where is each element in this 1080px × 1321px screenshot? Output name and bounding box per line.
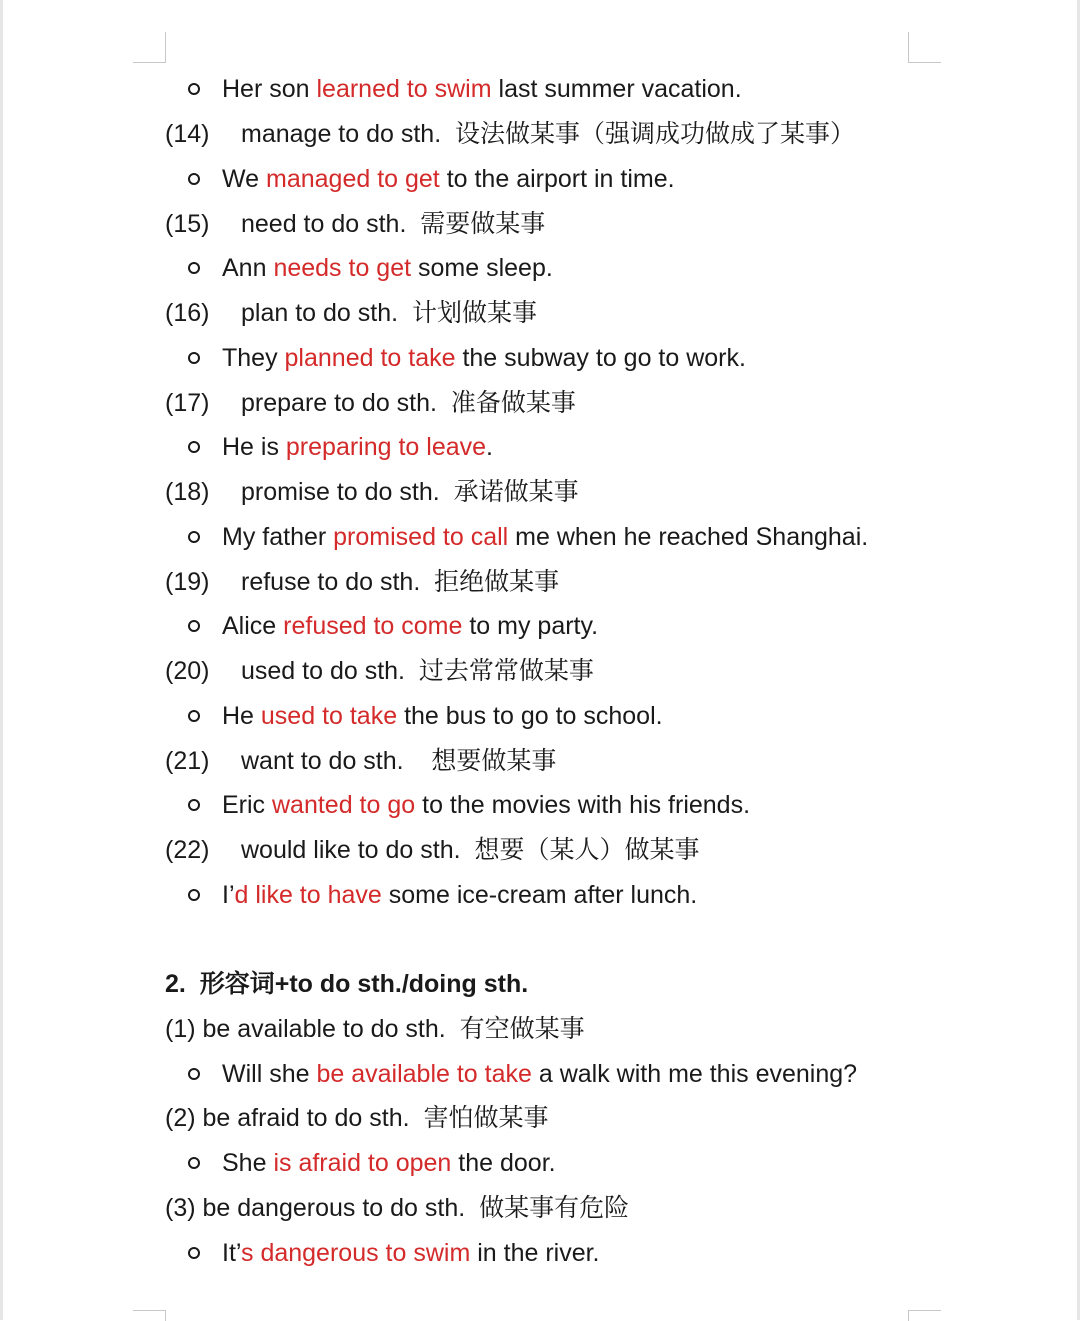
example-text [222,340,746,376]
definition-line [0,832,1080,868]
example-before: Alice [222,612,284,640]
example-text [222,161,675,197]
definition-text: manage to do sth. 设法做某事（强调成功做成了某事） [241,120,856,148]
example-highlight: promised to call [333,523,509,551]
margin-corner-top-right [908,32,941,63]
example-before: It’ [222,1239,241,1267]
example-before: He is [222,433,286,461]
example-sentence [0,429,1080,465]
example-sentence [0,787,1080,823]
example-text [222,877,697,913]
item-number: (16) [165,299,210,327]
example-text [222,71,742,107]
definition-text: (2) be afraid to do sth. 害怕做某事 [165,1104,549,1132]
example-before: I’ [222,881,235,909]
item-number: (15) [165,210,210,238]
example-text [222,1145,556,1181]
example-after: the bus to go to school. [397,702,663,730]
example-sentence [0,698,1080,734]
section-heading [0,966,1080,1002]
example-text [222,1056,857,1092]
example-before: Her son [222,75,317,103]
definition-line [0,653,1080,689]
example-highlight: refused to come [283,612,463,640]
sub-definition-line [0,1100,1080,1136]
example-highlight: d like to have [234,881,382,909]
definition-text: plan to do sth. 计划做某事 [241,299,537,327]
item-number: (22) [165,836,210,864]
example-sentence [0,608,1080,644]
definition-text: need to do sth. 需要做某事 [241,210,546,238]
example-highlight: needs to get [273,254,412,282]
item-number: (18) [165,478,210,506]
example-after: . [486,433,493,461]
bullet-icon [188,889,200,901]
example-highlight: planned to take [284,344,456,372]
definition-text: refuse to do sth. 拒绝做某事 [241,568,560,596]
example-text [222,698,663,734]
bullet-icon [188,620,200,632]
bullet-icon [188,710,200,722]
example-after: to my party. [462,612,599,640]
example-before: She [222,1149,274,1177]
example-highlight: is afraid to open [273,1149,452,1177]
definition-line [0,743,1080,779]
example-after: the subway to go to work. [455,344,746,372]
sub-definition-line [0,1190,1080,1226]
bullet-icon [188,352,200,364]
example-after: me when he reached Shanghai. [508,523,869,551]
example-after: in the river. [470,1239,600,1267]
bullet-icon [188,799,200,811]
example-after: a walk with me this evening? [531,1060,858,1088]
example-before: He [222,702,261,730]
bullet-icon [188,1068,200,1080]
item-number: (17) [165,389,210,417]
bullet-icon [188,262,200,274]
bullet-icon [188,173,200,185]
bullet-icon [188,1157,200,1169]
example-after: to the movies with his friends. [415,791,751,819]
example-sentence [0,1056,1080,1092]
example-highlight: managed to get [266,165,440,193]
example-text [222,250,553,286]
sub-definition-line [0,1011,1080,1047]
margin-corner-bottom-right [908,1310,941,1321]
example-text [222,1235,600,1271]
example-sentence [0,1235,1080,1271]
definition-line [0,295,1080,331]
margin-corner-top-left [133,32,166,63]
example-after: some sleep. [411,254,553,282]
example-sentence [0,250,1080,286]
example-highlight: s dangerous to swim [241,1239,471,1267]
item-number: (20) [165,657,210,685]
example-highlight: learned to swim [316,75,492,103]
example-highlight: used to take [260,702,398,730]
example-sentence [0,340,1080,376]
example-before: Eric [222,791,272,819]
example-sentence [0,161,1080,197]
definition-text: (3) be dangerous to do sth. 做某事有危险 [165,1194,630,1222]
definition-line [0,116,1080,152]
example-highlight: be available to take [316,1060,532,1088]
example-sentence [0,1145,1080,1181]
definition-line [0,474,1080,510]
margin-corner-bottom-left [133,1310,166,1321]
definition-line [0,385,1080,421]
bullet-icon [188,1247,200,1259]
example-after: the door. [451,1149,556,1177]
example-sentence [0,877,1080,913]
example-before: We [222,165,266,193]
definition-text: used to do sth. 过去常常做某事 [241,657,594,685]
example-after: some ice-cream after lunch. [381,881,698,909]
definition-text: would like to do sth. 想要（某人）做某事 [241,836,700,864]
example-text [222,608,598,644]
bullet-icon [188,83,200,95]
example-before: They [222,344,285,372]
example-text [222,519,868,555]
example-text [222,429,493,465]
example-highlight: preparing to leave [285,433,487,461]
definition-text: want to do sth. 想要做某事 [241,747,557,775]
definition-text: prepare to do sth. 准备做某事 [241,389,576,417]
example-before: Will she [222,1060,317,1088]
bullet-icon [188,531,200,543]
example-sentence [0,519,1080,555]
example-before: My father [222,523,334,551]
example-before: Ann [222,254,274,282]
example-after: last summer vacation. [491,75,742,103]
definition-text: promise to do sth. 承诺做某事 [241,478,579,506]
definition-text: (1) be available to do sth. 有空做某事 [165,1015,585,1043]
item-number: (14) [165,120,210,148]
example-highlight: wanted to go [272,791,416,819]
item-number: (21) [165,747,210,775]
example-sentence [0,71,1080,107]
heading-text: 2. 形容词+to do sth./doing sth. [165,970,529,998]
example-after: to the airport in time. [439,165,675,193]
example-text [222,787,750,823]
bullet-icon [188,441,200,453]
item-number: (19) [165,568,210,596]
definition-line [0,564,1080,600]
definition-line [0,206,1080,242]
